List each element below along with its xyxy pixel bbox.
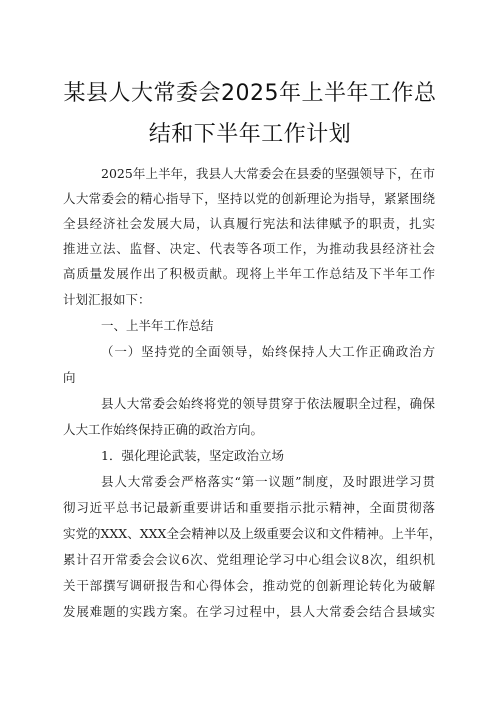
body-line: 2025年上半年，我县人大常委会在县委的坚强领导下，在市 — [101, 166, 435, 181]
body-line: 全县经济社会发展大局，认真履行宪法和法律赋予的职责，扎实 — [63, 216, 435, 231]
subsection-heading-cont: 向 — [63, 370, 76, 385]
body-line: 实党的XXX、XXX全会精神以及上级重要会议和文件精神。上半年， — [63, 526, 442, 541]
body-line: 人大工作始终保持正确的政治方向。 — [63, 422, 264, 437]
section-heading: 一、上半年工作总结 — [101, 318, 214, 333]
document-title-line-2: 结和下半年工作计划 — [148, 122, 352, 147]
body-line: 县人大常委会严格落实“第一议题”制度，及时跟进学习贯 — [101, 474, 435, 489]
body-line: 彻习近平总书记最新重要讲话和重要指示批示精神，全面贯彻落 — [63, 500, 435, 515]
body-line: 县人大常委会始终将党的领导贯穿于依法履职全过程，确保 — [101, 396, 435, 411]
body-line: 关干部撰写调研报告和心得体会，推动党的创新理论转化为破解 — [63, 578, 435, 593]
body-line: 人大常委会的精心指导下，坚持以党的创新理论为指导，紧紧围绕 — [63, 191, 435, 206]
item-heading: 1．强化理论武装，坚定政治立场 — [101, 448, 284, 463]
body-line: 发展难题的实践方案。在学习过程中，县人大常委会结合县域实 — [63, 604, 435, 619]
body-line: 计划汇报如下： — [63, 292, 151, 307]
document-title-line-1: 某县人大常委会2025年上半年工作总 — [63, 81, 437, 106]
body-line: 推进立法、监督、决定、代表等各项工作，为推动我县经济社会 — [63, 241, 435, 256]
body-line: 累计召开常委会会议6次、党组理论学习中心组会议8次，组织机 — [63, 552, 435, 567]
subsection-heading: （一）坚持党的全面领导，始终保持人大工作正确政治方 — [101, 344, 435, 359]
body-line: 高质量发展作出了积极贡献。现将上半年工作总结及下半年工作 — [63, 266, 435, 281]
